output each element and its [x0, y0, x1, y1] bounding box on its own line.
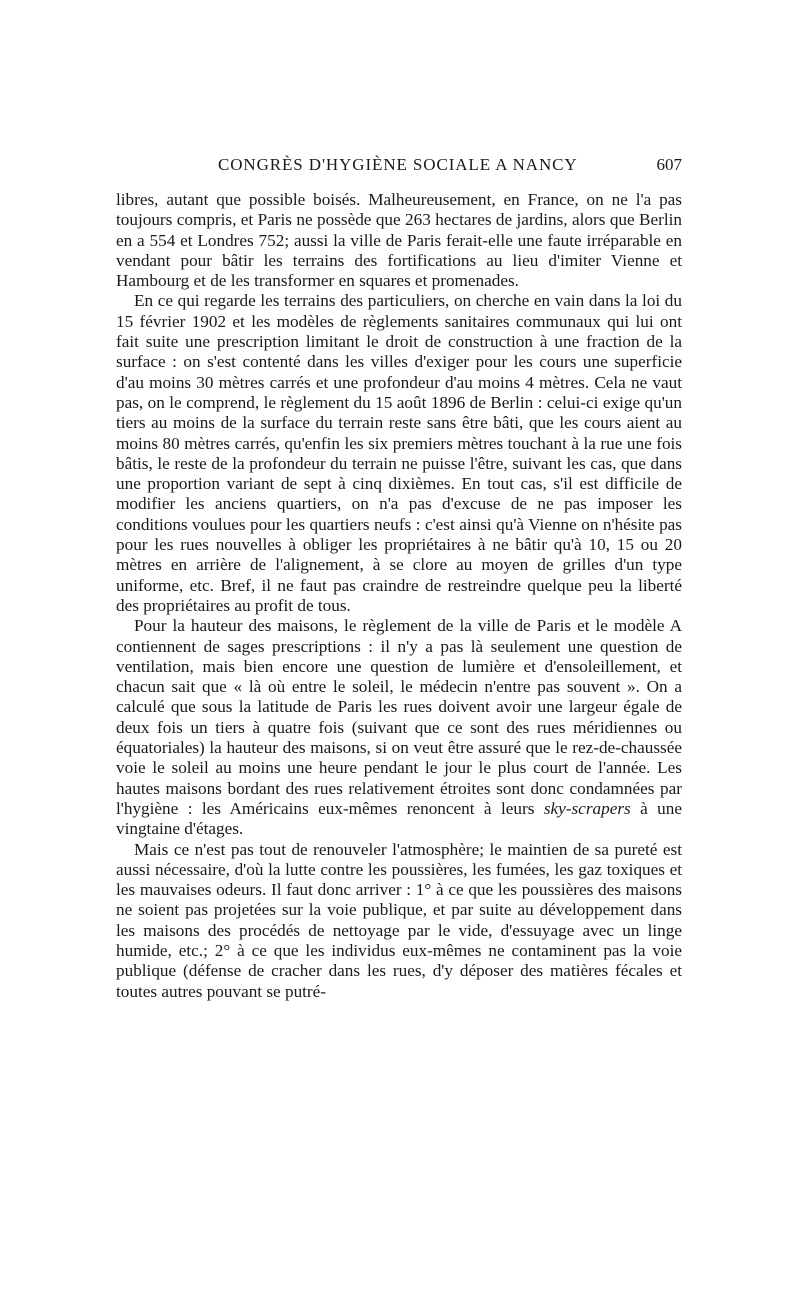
- body-text: [116, 190, 682, 1002]
- running-head: [116, 155, 682, 181]
- paragraph-building-height: [116, 616, 682, 839]
- paragraph-building-height-text: Pour la hauteur des maisons, le règlement de la ville de Paris et le modèle A contiennent de sages prescriptions : il n'y a pas là seulement une question de ventilation, mais bien encore une question de lumière et d'ensoleillement, et chacun sait que « là où entre le soleil, le médecin n'entre pas souvent ». On a calculé que sous la latitude de Paris les rues doivent avoir une largeur égale de deux fois un tiers à quatre fois (suivant que ce sont des rues méridiennes ou équatoriales) la hauteur des maisons, si on veut être assuré que le rez-de-chaussée voie le soleil au moins une heure pendant le jour le plus court de l'année. Les hautes maisons bordant des rues relativement étroites sont donc condamnées par l'hygiène : les Américains eux-mêmes renoncent à leurs: [116, 616, 682, 818]
- page-number: 607: [656, 155, 682, 174]
- running-head-title: CONGRÈS D'HYGIÈNE SOCIALE A NANCY: [218, 155, 578, 174]
- paragraph-air-purity: Mais ce n'est pas tout de renouveler l'atmosphère; le maintien de sa pureté est aussi nécessaire, d'où la lutte contre les poussières, les fumées, les gaz toxiques et les mauvaises odeurs. Il faut donc arriver : 1° à ce que les poussières des maisons ne soient pas projetées sur la voie publique, et par suite au développement dans les maisons des procédés de nettoyage par le vide, d'essuyage avec un linge humide, etc.; 2° à ce que les individus eux-mêmes ne contaminent pas la voie publique (défense de cracher dans les rues, d'y déposer des matières fécales et toutes autres pouvant se putré-: [116, 839, 682, 1001]
- paragraph-private-land: En ce qui regarde les terrains des particuliers, on cherche en vain dans la loi du 15 février 1902 et les modèles de règlements sanitaires communaux qui lui ont fait suite une prescription limitant le droit de construction à une fraction de la surface : on s'est contenté dans les villes d'exiger pour les cours une superficie d'au moins 30 mètres carrés et une profondeur d'au moins 4 mètres. Cela ne vaut pas, on le comprend, le règlement du 15 août 1896 de Berlin : celui-ci exige qu'un tiers au moins de la surface du terrain reste sans être bâti, que les cours aient au moins 80 mètres carrés, qu'enfin les six premiers mètres touchant à la rue une fois bâtis, le reste de la profondeur du terrain ne puisse l'être, suivant les cas, que dans une proportion variant de sept à cinq dixièmes. En tout cas, s'il est difficile de modifier les anciens quartiers, on n'a pas d'excuse de ne pas imposer les conditions voulues pour les quartiers neufs : c'est ainsi qu'à Vienne on n'hésite pas pour les rues nouvelles à obliger les propriétaires à ne bâtir qu'à 10, 15 ou 20 mètres en arrière de l'alignement, à se clore au moyen de grilles d'un type uniforme, etc. Bref, il ne faut pas craindre de restreindre quelque peu la liberté des propriétaires au profit de tous.: [116, 291, 682, 615]
- paragraph-building-height-end: à une vingtaine d'étages.: [116, 798, 682, 839]
- italic-term-sky-scrapers: sky-scrapers: [543, 798, 631, 818]
- paragraph-continued: libres, autant que possible boisés. Malheureusement, en France, on ne l'a pas toujours compris, et Paris ne possède que 263 hectares de jardins, alors que Berlin en a 554 et Londres 752; aussi la ville de Paris ferait-elle une faute irréparable en vendant pour bâtir les terrains des fortifications au lieu d'imiter Vienne et Hambourg et de les transformer en squares et promenades.: [116, 190, 682, 291]
